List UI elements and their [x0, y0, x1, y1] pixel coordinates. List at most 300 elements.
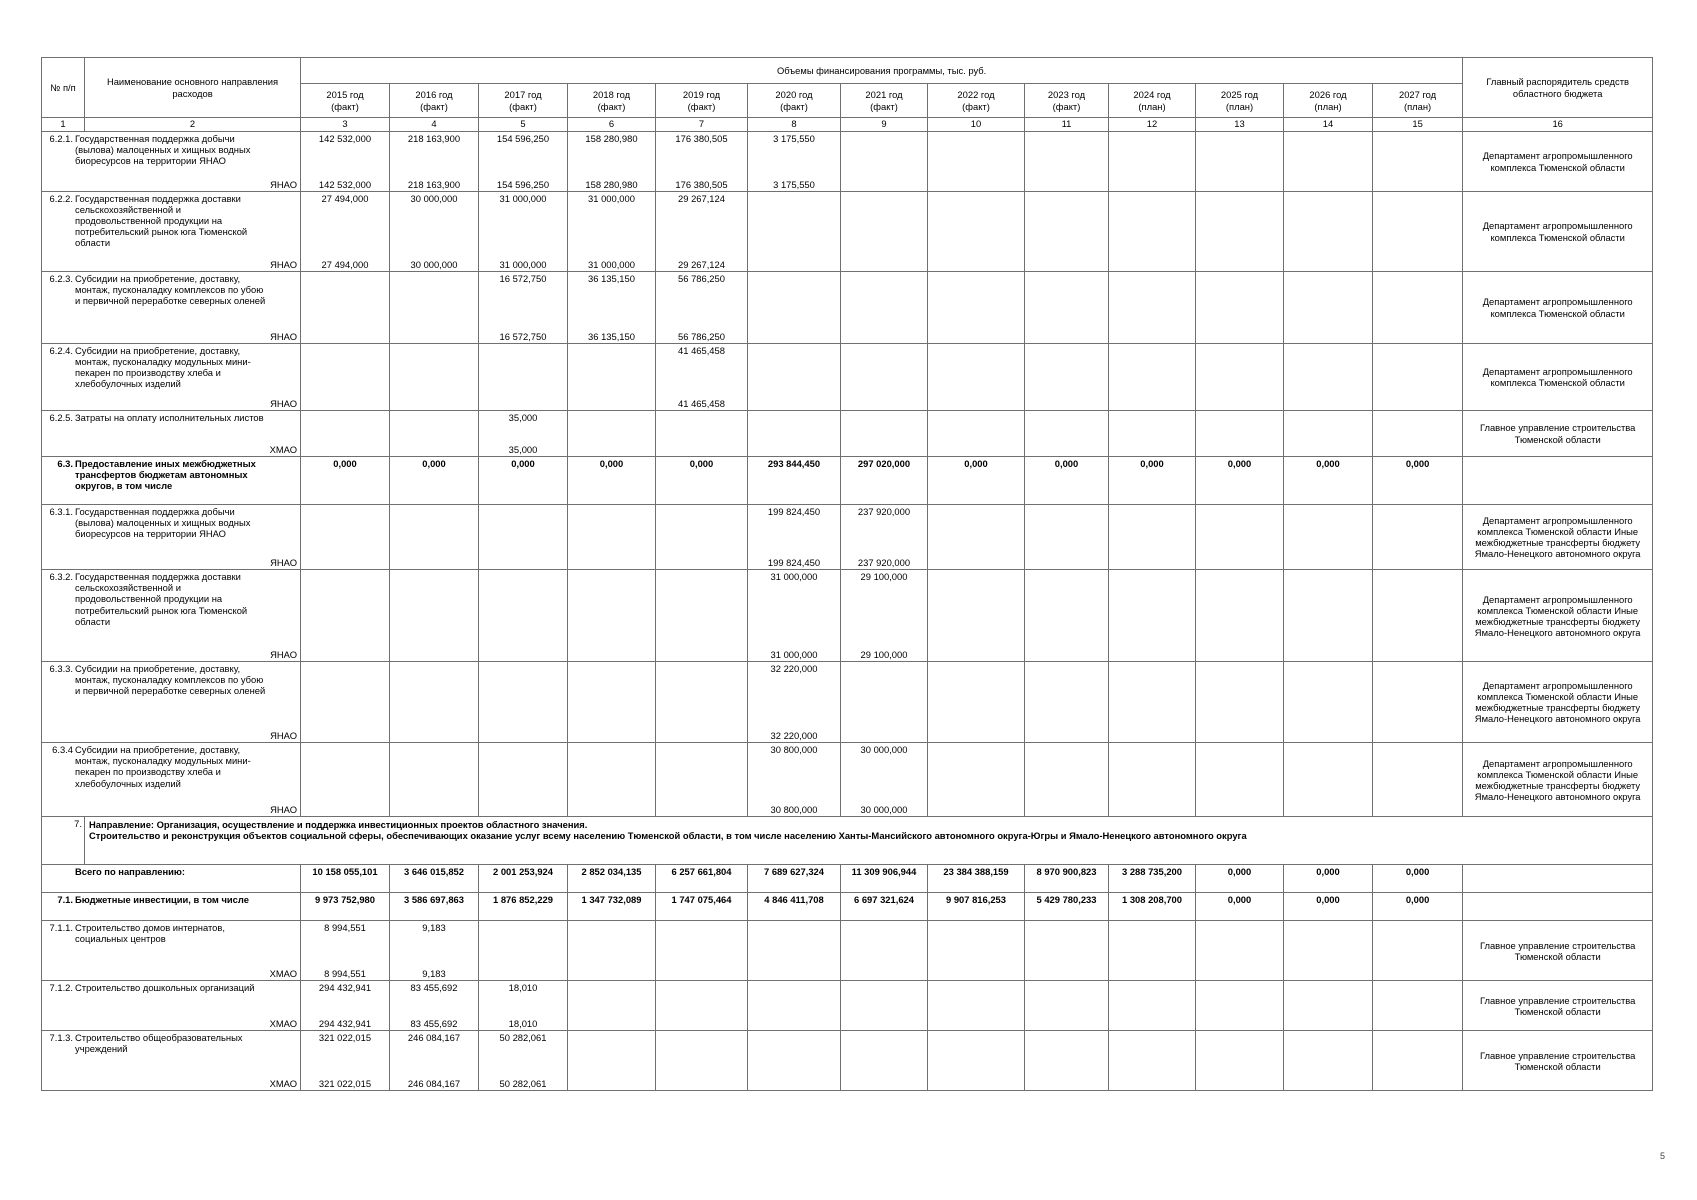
value-cell [1025, 344, 1109, 411]
row-name: Строительство дошкольных организаций [75, 982, 255, 994]
value-cell [656, 921, 748, 981]
value-cell [928, 344, 1025, 411]
value-cell [479, 192, 568, 272]
value-cell [390, 344, 479, 411]
header-year-label: 2026 год [1309, 89, 1347, 101]
value-cell [479, 457, 568, 505]
column-index: 11 [1025, 118, 1109, 132]
header-year-kind: (факт) [420, 100, 448, 112]
value-cell [1284, 865, 1373, 893]
header-year-label: 2020 год [775, 89, 813, 101]
row-name: Предоставление иных межбюджетных трансфертов бюджетам автономных округов, в том числе [75, 458, 256, 492]
value-top: 6 257 661,804 [671, 866, 732, 878]
value-cell [1196, 1031, 1284, 1091]
header-year-13 [1373, 84, 1463, 118]
value-cell [1196, 505, 1284, 570]
table-row [42, 570, 1653, 662]
value-top: 31 000,000 [499, 193, 547, 204]
value-cell [928, 132, 1025, 192]
header-year-kind: (факт) [870, 100, 898, 112]
value-top: 30 000,000 [860, 744, 908, 756]
value-cell [390, 411, 479, 457]
row-name-cell [42, 272, 301, 344]
row-number: 6.3.1. [49, 506, 73, 518]
value-cell [656, 505, 748, 570]
row-name: Государственная поддержка доставки сельскохозяйственной и продовольственной продукции на потребительский рынок юга Тюменской области [75, 571, 248, 627]
row-name: Субсидии на приобретение, доставку, монтаж, пусконаладку модульных мини-пекарен по производству хлеба и хлебобулочных изделий [75, 345, 251, 390]
page-number: 5 [1660, 1151, 1666, 1161]
value-top: 246 084,167 [407, 1032, 461, 1044]
header-row [42, 58, 1653, 84]
value-top: 27 494,000 [321, 193, 369, 204]
value-bottom: 246 084,167 [407, 1078, 461, 1090]
row-manager [1463, 865, 1653, 893]
header-year-5 [656, 84, 748, 118]
value-top: 50 282,061 [499, 1032, 547, 1044]
value-cell [1025, 743, 1109, 817]
header-year-label: 2017 год [504, 89, 542, 101]
value-cell [1109, 743, 1196, 817]
header-year-kind: (факт) [962, 100, 990, 112]
value-cell [841, 411, 928, 457]
value-cell [1196, 893, 1284, 921]
header-year-kind: (факт) [331, 100, 359, 112]
row-name: Строительство домов интернатов, социальных центров [75, 922, 225, 945]
value-cell [748, 662, 841, 743]
section-line: Направление: Организация, осуществление и поддержка инвестиционных проектов областного значения. [89, 819, 588, 831]
value-top: 2 001 253,924 [493, 866, 553, 878]
value-cell [1196, 132, 1284, 192]
value-cell [841, 192, 928, 272]
value-cell [841, 743, 928, 817]
row-region: ХМАО [269, 1018, 297, 1030]
index-row [42, 118, 1653, 132]
value-bottom: 41 465,458 [678, 397, 725, 409]
value-cell [1373, 457, 1463, 505]
value-top: 237 920,000 [857, 506, 911, 518]
value-bottom: 50 282,061 [499, 1078, 547, 1090]
value-cell [301, 662, 390, 743]
value-bottom: 176 380,505 [675, 178, 728, 190]
column-index: 3 [301, 118, 390, 132]
header-year-label: 2022 год [957, 89, 995, 101]
value-top: 294 432,941 [318, 982, 372, 994]
value-cell [748, 1031, 841, 1091]
header-num: № п/п [42, 58, 85, 118]
value-cell [301, 192, 390, 272]
value-cell [748, 411, 841, 457]
value-cell [1109, 505, 1196, 570]
value-top: 0,000 [333, 458, 357, 469]
header-year-label: 2018 год [592, 89, 631, 101]
value-cell [301, 921, 390, 981]
value-cell [479, 505, 568, 570]
header-year-kind: (план) [1225, 100, 1254, 112]
row-manager [1463, 457, 1653, 505]
header-year-kind: (факт) [509, 100, 537, 112]
value-top: 7 689 627,324 [764, 866, 824, 878]
value-cell [568, 457, 656, 505]
value-cell [1196, 921, 1284, 981]
value-cell [1196, 411, 1284, 457]
value-top: 199 824,450 [767, 506, 821, 518]
header-year-kind: (план) [1138, 100, 1166, 112]
row-number: 6.2.5. [49, 412, 73, 423]
column-index: 13 [1196, 118, 1284, 132]
header-year-8 [928, 84, 1025, 118]
row-manager: Главное управление строительства Тюменской области [1463, 981, 1653, 1031]
row-manager: Департамент агропромышленного комплекса Тюменской области Иные межбюджетные трансферты бюджету Ямало-Ненецкого автономного округа [1463, 662, 1653, 743]
value-top: 9 973 752,980 [315, 894, 375, 906]
value-bottom: 18,010 [508, 1018, 538, 1030]
value-cell [1373, 570, 1463, 662]
value-cell [390, 1031, 479, 1091]
value-top: 293 844,450 [767, 458, 821, 469]
value-cell [390, 865, 479, 893]
value-cell [1196, 457, 1284, 505]
row-name: Всего по направлению: [75, 866, 186, 878]
row-region: ЯНАО [270, 397, 297, 409]
value-cell [301, 570, 390, 662]
financing-table [41, 57, 1653, 1091]
table-row [42, 743, 1653, 817]
value-cell [568, 1031, 656, 1091]
header-year-11 [1196, 84, 1284, 118]
header-year-label: 2023 год [1047, 89, 1086, 101]
header-year-label: 2021 год [865, 89, 903, 101]
value-cell [656, 1031, 748, 1091]
value-cell [390, 505, 479, 570]
row-region: ЯНАО [270, 178, 297, 190]
value-bottom: 30 800,000 [770, 804, 818, 816]
value-top: 31 000,000 [588, 193, 635, 204]
value-cell [928, 192, 1025, 272]
value-cell [928, 865, 1025, 893]
value-cell [1025, 893, 1109, 921]
value-cell [301, 344, 390, 411]
value-cell [1025, 411, 1109, 457]
value-cell [1284, 662, 1373, 743]
value-cell [748, 981, 841, 1031]
value-cell [479, 921, 568, 981]
header-year-7 [841, 84, 928, 118]
value-cell [748, 505, 841, 570]
row-number: 6.3.3. [49, 663, 73, 675]
value-cell [1025, 865, 1109, 893]
value-bottom: 294 432,941 [318, 1018, 372, 1030]
value-cell [390, 981, 479, 1031]
value-bottom: 56 786,250 [678, 330, 725, 342]
value-cell [1284, 981, 1373, 1031]
value-top: 0,000 [599, 458, 624, 469]
value-cell [390, 132, 479, 192]
value-cell [479, 893, 568, 921]
value-cell [301, 272, 390, 344]
value-cell [748, 272, 841, 344]
value-top: 3 586 697,863 [404, 894, 464, 906]
value-cell [1373, 505, 1463, 570]
value-cell [748, 743, 841, 817]
value-cell [1025, 570, 1109, 662]
value-cell [656, 865, 748, 893]
value-bottom: 32 220,000 [770, 730, 818, 742]
value-cell [1109, 344, 1196, 411]
table-row [42, 132, 1653, 192]
value-top: 31 000,000 [770, 571, 818, 583]
value-cell [479, 132, 568, 192]
row-name: Субсидии на приобретение, доставку, монтаж, пусконаладку комплексов по убою и первичной переработке северных оленей [75, 663, 266, 697]
value-top: 0,000 [1316, 458, 1340, 469]
value-bottom: 199 824,450 [767, 557, 821, 569]
row-name: Государственная поддержка добычи (вылова) малоценных и хищных водных биоресурсов на территории ЯНАО [75, 506, 251, 540]
row-region: ЯНАО [270, 649, 297, 661]
value-cell [1373, 132, 1463, 192]
value-cell [568, 272, 656, 344]
row-number: 6.3.4 [52, 744, 73, 756]
value-cell [301, 865, 390, 893]
value-cell [928, 743, 1025, 817]
header-year-3 [479, 84, 568, 118]
value-cell [1284, 921, 1373, 981]
value-cell [928, 272, 1025, 344]
value-cell [841, 865, 928, 893]
value-cell [1373, 411, 1463, 457]
value-cell [748, 132, 841, 192]
value-cell [1284, 570, 1373, 662]
row-name: Государственная поддержка добычи (вылова) малоценных и хищных водных биоресурсов на территории ЯНАО [75, 133, 251, 167]
value-cell [1109, 132, 1196, 192]
value-bottom: 35,000 [508, 443, 538, 455]
value-top: 23 384 388,159 [943, 866, 1009, 878]
row-name: Затраты на оплату исполнительных листов [75, 412, 264, 423]
value-cell [656, 893, 748, 921]
value-cell [1025, 662, 1109, 743]
value-top: 5 429 780,233 [1036, 894, 1097, 906]
row-number: 7.1. [57, 894, 73, 906]
value-bottom: 237 920,000 [857, 557, 911, 569]
value-cell [390, 662, 479, 743]
value-top: 0,000 [964, 458, 988, 469]
value-top: 0,000 [689, 458, 714, 469]
value-cell [390, 921, 479, 981]
value-cell [1109, 662, 1196, 743]
column-index: 16 [1463, 118, 1653, 132]
value-cell [841, 344, 928, 411]
value-cell [841, 662, 928, 743]
value-cell [568, 921, 656, 981]
value-cell [928, 505, 1025, 570]
value-cell [1109, 570, 1196, 662]
header-name: Наименование основного направления расходов [85, 58, 301, 118]
value-top: 36 135,150 [588, 273, 635, 284]
value-cell [568, 981, 656, 1031]
value-cell [1025, 505, 1109, 570]
value-top: 0,000 [1227, 458, 1252, 469]
row-region: ЯНАО [270, 730, 297, 742]
column-index: 4 [390, 118, 479, 132]
row-name-cell [42, 505, 301, 570]
value-top: 3 175,550 [773, 133, 815, 144]
value-bottom: 31 000,000 [499, 258, 547, 270]
value-top: 0,000 [1316, 894, 1340, 906]
value-cell [928, 1031, 1025, 1091]
row-name-cell [42, 192, 301, 272]
column-index: 14 [1284, 118, 1373, 132]
value-cell [1025, 457, 1109, 505]
value-top: 1 308 208,700 [1122, 894, 1182, 906]
header-year-2 [390, 84, 479, 118]
value-top: 3 288 735,200 [1122, 866, 1182, 878]
table-row [42, 865, 1653, 893]
value-cell [568, 505, 656, 570]
value-top: 321 022,015 [318, 1032, 372, 1044]
value-cell [1373, 981, 1463, 1031]
value-cell [568, 344, 656, 411]
header-year-kind: (факт) [597, 100, 626, 112]
value-top: 16 572,750 [499, 273, 547, 284]
row-name-cell [42, 411, 301, 457]
value-bottom: 142 532,000 [318, 178, 372, 190]
column-index: 7 [656, 118, 748, 132]
value-cell [1025, 981, 1109, 1031]
table-row [42, 457, 1653, 505]
header-manager: Главный распорядитель средств областного бюджета [1463, 58, 1653, 118]
value-cell [390, 272, 479, 344]
value-cell [1109, 893, 1196, 921]
value-cell [568, 192, 656, 272]
value-cell [1025, 272, 1109, 344]
value-cell [1284, 505, 1373, 570]
value-top: 29 267,124 [678, 193, 725, 204]
value-cell [748, 921, 841, 981]
value-cell [841, 272, 928, 344]
value-bottom: 36 135,150 [588, 330, 635, 342]
value-cell [568, 662, 656, 743]
column-index: 9 [841, 118, 928, 132]
value-cell [479, 1031, 568, 1091]
row-region: ХМАО [269, 443, 297, 455]
value-top: 1 876 852,229 [493, 894, 553, 906]
value-cell [1284, 411, 1373, 457]
value-cell [1284, 192, 1373, 272]
header-year-kind: (факт) [687, 100, 716, 112]
value-cell [390, 457, 479, 505]
header-year-12 [1284, 84, 1373, 118]
value-bottom: 9,183 [422, 968, 446, 980]
value-top: 4 846 411,708 [764, 894, 824, 906]
value-cell [748, 192, 841, 272]
value-bottom: 83 455,692 [410, 1018, 458, 1030]
section-title [85, 817, 1653, 865]
value-cell [568, 132, 656, 192]
header-year-1 [301, 84, 390, 118]
header-year-kind: (факт) [1052, 100, 1081, 112]
row-name-cell [42, 457, 301, 505]
value-top: 10 158 055,101 [312, 866, 378, 878]
row-number: 6.2.1. [49, 133, 73, 144]
value-cell [841, 505, 928, 570]
value-top: 2 852 034,135 [581, 866, 642, 878]
value-cell [928, 662, 1025, 743]
row-region: ЯНАО [270, 557, 297, 569]
value-cell [301, 505, 390, 570]
value-bottom: 154 596,250 [496, 178, 550, 190]
value-top: 0,000 [1405, 894, 1430, 906]
value-bottom: 29 267,124 [678, 258, 725, 270]
value-cell [301, 893, 390, 921]
value-top: 0,000 [1227, 866, 1252, 878]
row-manager: Департамент агропромышленного комплекса Тюменской области [1463, 192, 1653, 272]
row-name-cell [42, 921, 301, 981]
row-manager: Департамент агропромышленного комплекса Тюменской области Иные межбюджетные трансферты бюджету Ямало-Ненецкого автономного округа [1463, 505, 1653, 570]
value-cell [928, 411, 1025, 457]
header-year-label: 2025 год [1220, 89, 1259, 101]
value-bottom: 16 572,750 [499, 330, 547, 342]
value-top: 29 100,000 [860, 571, 908, 583]
value-cell [928, 981, 1025, 1031]
value-cell [301, 411, 390, 457]
value-top: 1 747 075,464 [671, 894, 732, 906]
value-cell [928, 893, 1025, 921]
value-cell [390, 743, 479, 817]
value-cell [1373, 192, 1463, 272]
value-cell [1373, 272, 1463, 344]
row-manager [1463, 893, 1653, 921]
value-cell [1109, 457, 1196, 505]
value-top: 158 280,980 [585, 133, 638, 144]
section-line: Строительство и реконструкция объектов социальной сферы, обеспечивающих оказание услуг всему населению Тюменской области, в том числе населению Ханты-Мансийского автономного округа-Югры и Ямало-Ненецкого автономного округа [89, 830, 1247, 842]
row-manager: Главное управление строительства Тюменской области [1463, 921, 1653, 981]
row-manager: Главное управление строительства Тюменской области [1463, 1031, 1653, 1091]
header-year-10 [1109, 84, 1196, 118]
value-cell [748, 457, 841, 505]
value-cell [1196, 865, 1284, 893]
value-cell [1196, 662, 1284, 743]
value-bottom: 158 280,980 [585, 178, 638, 190]
value-cell [1109, 272, 1196, 344]
value-top: 9,183 [422, 922, 446, 934]
value-top: 0,000 [1054, 458, 1079, 469]
value-cell [1284, 1031, 1373, 1091]
column-index: 6 [568, 118, 656, 132]
row-number: 6.2.2. [49, 193, 73, 204]
table-row [42, 192, 1653, 272]
header-year-label: 2024 год [1133, 89, 1171, 101]
value-top: 8 994,551 [324, 922, 366, 934]
value-top: 0,000 [1405, 458, 1430, 469]
row-manager: Департамент агропромышленного комплекса Тюменской области [1463, 344, 1653, 411]
row-region: ЯНАО [270, 258, 297, 270]
column-index: 5 [479, 118, 568, 132]
value-cell [479, 272, 568, 344]
value-cell [1373, 921, 1463, 981]
value-cell [928, 457, 1025, 505]
value-cell [656, 132, 748, 192]
column-index: 10 [928, 118, 1025, 132]
value-cell [1373, 1031, 1463, 1091]
value-top: 8 970 900,823 [1036, 866, 1097, 878]
value-cell [479, 981, 568, 1031]
value-top: 297 020,000 [857, 458, 911, 469]
table-row [42, 1031, 1653, 1091]
value-cell [1284, 743, 1373, 817]
value-top: 176 380,505 [675, 133, 728, 144]
value-top: 154 596,250 [496, 133, 550, 144]
row-manager: Главное управление строительства Тюменской области [1463, 411, 1653, 457]
row-name-cell [42, 344, 301, 411]
value-cell [301, 981, 390, 1031]
value-cell [479, 865, 568, 893]
